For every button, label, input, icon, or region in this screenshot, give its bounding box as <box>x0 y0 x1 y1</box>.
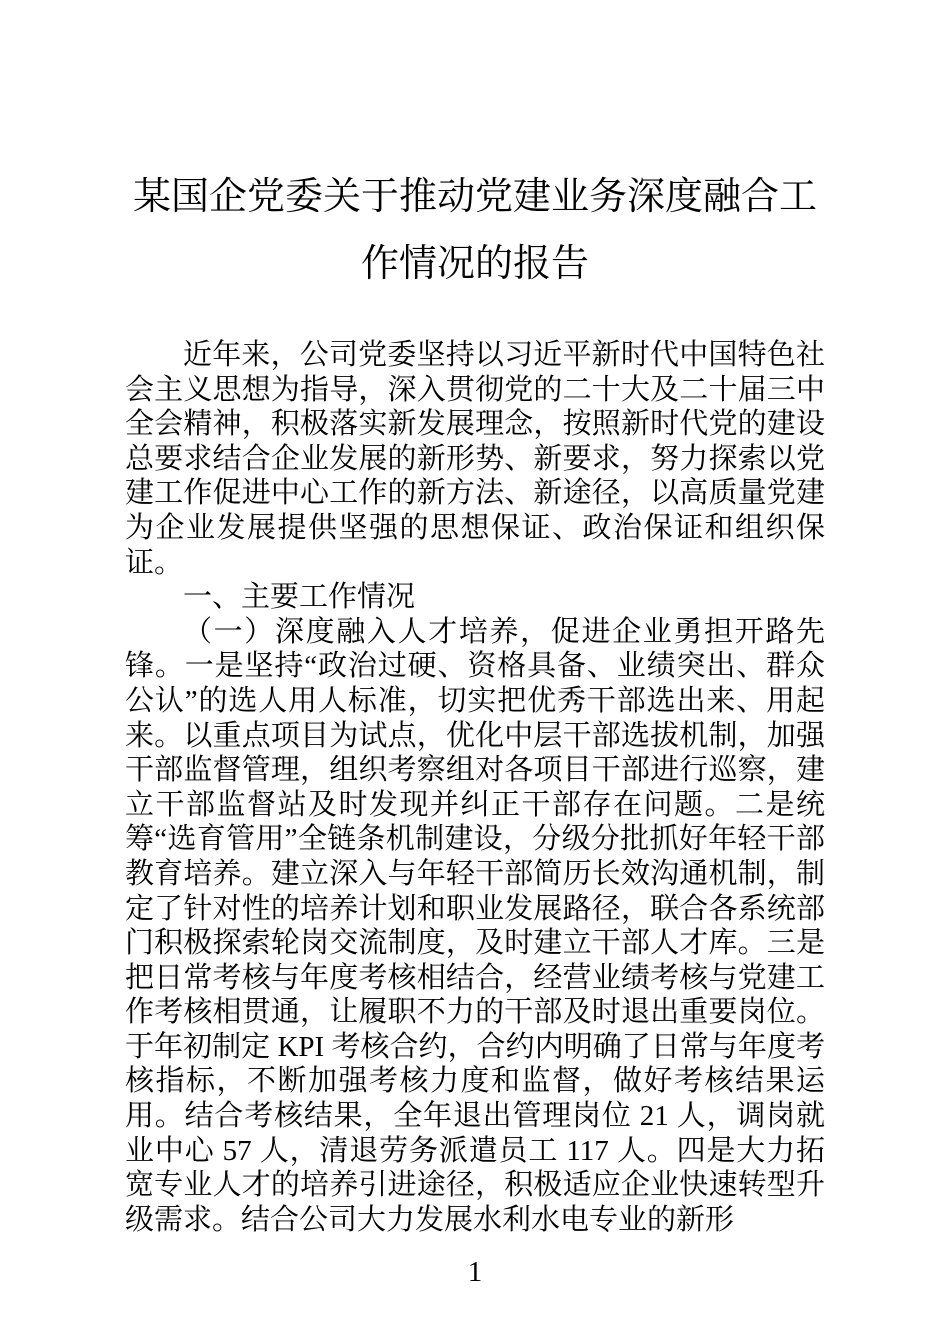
paragraph-section-1: （一）深度融入人才培养，促进企业勇担开路先锋。一是坚持“政治过硬、资格具备、业绩突出、群众公认”的选人用人标准，切实把优秀干部选出来、用起来。以重点项目为试点，优化中层干部选拔机制，加强干部监督管理，组织考察组对各项目干部进行巡察，建立干部监督站及时发现并纠正干部存在问题。二是统筹“选育管用”全链条机制建设，分级分批抓好年轻干部教育培养。建立深入与年轻干部简历长效沟通机制，制定了针对性的培养计划和职业发展路径，联合各系统部门积极探索轮岗交流制度，及时建立干部人才库。三是把日常考核与年度考核相结合，经营业绩考核与党建工作考核相贯通，让履职不力的干部及时退出重要岗位。于年初制定 KPI 考核合约，合约内明确了日常与年度考核指标，不断加强考核力度和监督，做好考核结果运用。结合考核结果，全年退出管理岗位 21 人，调岗就业中心 57 人，清退劳务派遣员工 117 人。四是大力拓宽专业人才的培养引进途径，积极适应企业快速转型升级需求。结合公司大力发展水利水电专业的新形 <box>125 615 825 1236</box>
section-heading: 一、主要工作情况 <box>183 581 416 614</box>
page-footer <box>0 1255 950 1289</box>
paragraph-intro: 近年来，公司党委坚持以习近平新时代中国特色社会主义思想为指导，深入贯彻党的二十大及二十届三中全会精神，积极落实新发展理念，按照新时代党的建设总要求结合企业发展的新形势、新要求，努力探索以党建工作促进中心工作的新方法、新途径，以高质量党建为企业发展提供坚强的思想保证、政治保证和组织保证。 <box>125 339 825 579</box>
page-number: 1 <box>467 1256 483 1289</box>
document-body <box>125 338 825 1237</box>
document-title: 某国企党委关于推动党建业务深度融合工作情况的报告 <box>132 176 817 285</box>
